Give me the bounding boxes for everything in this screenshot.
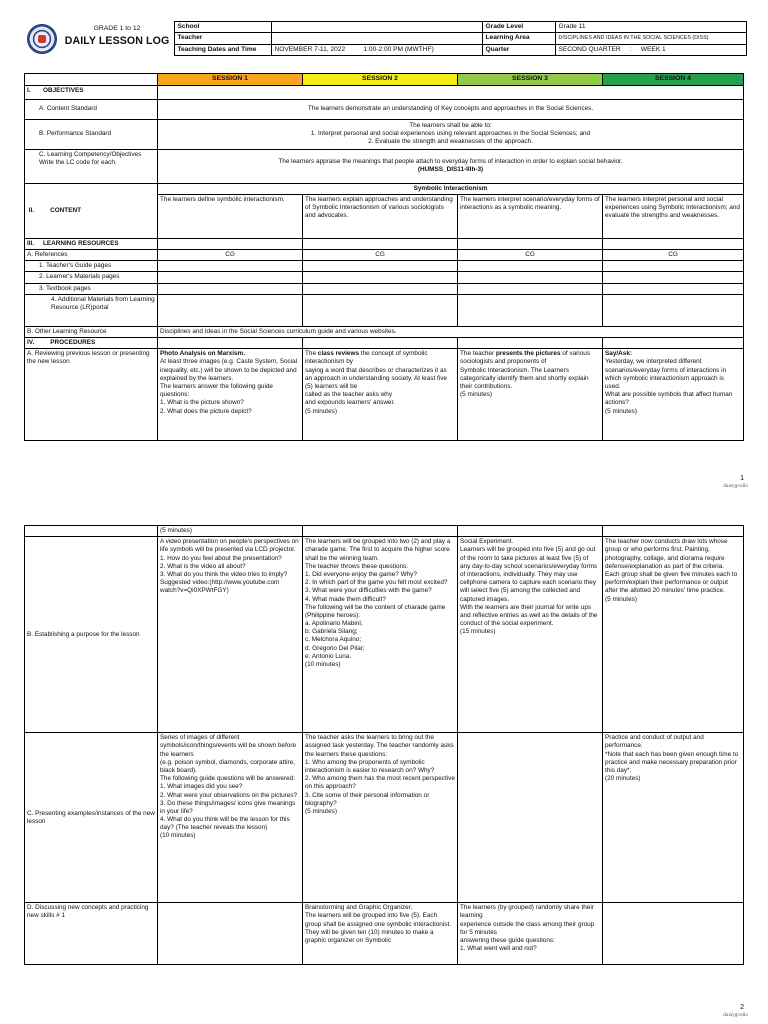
- proc-c-session-4: Practice and conduct of output and performance. *Note that each has been given enough time to practice and make necessary preparation prior this day*. (20 minutes): [603, 733, 744, 903]
- proc-d-label: D. Discussing new concepts and practicing new skills # 1: [25, 903, 158, 965]
- learning-area-label: Learning Area: [482, 33, 555, 44]
- proc-a-session-1-cont: (5 minutes): [158, 526, 303, 537]
- header-logo-cell: [24, 22, 174, 56]
- reference-session-4: CG: [603, 250, 744, 261]
- grade-level-value: Grade 11: [555, 22, 746, 33]
- other-resource-label: B. Other Learning Resource: [25, 326, 158, 337]
- proc-c-label: C. Presenting examples/instances of the new lesson: [25, 733, 158, 903]
- grade-level-label: Grade Level: [482, 22, 555, 33]
- dates-label: Teaching Dates and Time: [174, 44, 271, 55]
- session-4-header: SESSION 4: [603, 74, 744, 86]
- reference-session-3: CG: [458, 250, 603, 261]
- other-resource-value: Disciplines and Ideas in the Social Sciences curriculum guide and various websites.: [158, 326, 744, 337]
- proc-a-session-1: Photo Analysis on Marxism. At least three images (e.g. Caste System, Social inequality, etc.) will be shown to be depicted and explained by the learners. The learners answer the following guide questions: 1. What is the picture shown? 2. What does the picture depict?: [158, 349, 303, 441]
- performance-standard-label: B. Performance Standard: [25, 119, 158, 149]
- lm-label: 2. Learner's Materials pages: [25, 272, 158, 283]
- header-table: [24, 21, 747, 56]
- proc-d-session-2: Brainstorming and Graphic Organizer. The learners will be grouped into five (5). Each group shall be assigned one symbolic interactionist. They will be given ten (10) minutes to make a graphic organizer on Symbolic: [303, 903, 458, 965]
- proc-d-session-1: [158, 903, 303, 965]
- proc-c-session-2: The teacher asks the learners to bring out the assigned task yesterday. The teacher randomly asks the learners these questions: 1. Who among the proponents of symbolic interactionism is easier to research on? Why? 2. Who among them has the most recent perspective on this approach? 3. Cite some of their personal information or biography? (5 minutes): [303, 733, 458, 903]
- objectives-heading: I. OBJECTIVES: [25, 85, 158, 99]
- proc-d-session-4: [603, 903, 744, 965]
- school-value: [271, 22, 482, 33]
- references-label: A. References: [25, 250, 158, 261]
- proc-b-session-1: A video presentation on people's perspectives on life symbols will be presented via LCD projector. 1. How do you feel about the presentation? 2. What is the video all about? 3. What do you think the video tries to imply? Suggested video:(http://www.youtube.com watch?v=Qi0XPWtFGY): [158, 537, 303, 733]
- content-heading: II. CONTENT: [25, 183, 158, 238]
- quarter-label: Quarter: [482, 44, 555, 55]
- content-session-2: The learners explain approaches and understanding of Symbolic Interactionism of various sociologists and advocates.: [303, 194, 458, 238]
- lesson-table-page2: [24, 525, 744, 965]
- session-2-header: SESSION 2: [303, 74, 458, 86]
- content-session-1: The learners define symbolic interactionism.: [158, 194, 303, 238]
- resources-heading: III. LEARNING RESOURCES: [25, 238, 158, 249]
- proc-a-session-2: The class reviews the concept of symbolic interactionism by saying a word that describes or characterizes it as an approach in understanding society. At least five (5) learners will be called as the teacher asks why and expounds learners' answer. (5 minutes): [303, 349, 458, 441]
- proc-b-session-2: The learners will be grouped into two (2) and play a charade game. The first to acquire the higher score shall be the winning team. The teacher throws these questions: 1. Did everyone enjoy the game? Why? 2. In which part of the game you felt most excited? 3. What were your difficulties with the game? 4. What made them difficult? The following will be the content of charade game (Philippine heroes): a. Apolinario Mabini; b. Gabriela Silang; c. Melchora Aquino; d. Gregorio Del Pilar; e. Antonio Luna. (10 minutes): [303, 537, 458, 733]
- learning-area-value: DISCIPLINES AND IDEAS IN THE SOCIAL SCIENCES (DISS): [555, 33, 746, 44]
- teacher-label: Teacher: [174, 33, 271, 44]
- lesson-table-page1: [24, 73, 744, 441]
- page-number-1: 1: [740, 475, 744, 482]
- proc-a-session-3: The teacher presents the pictures of various sociologists and proponents of Symbolic Interactionism. The Learners categorically identify them and shortly explain their contributions. (5 minutes): [458, 349, 603, 441]
- watermark-1: daisygcollo: [723, 484, 748, 489]
- dates-value: NOVEMBER 7-11, 2022 1:00-2:00 PM (MWTHF): [271, 44, 482, 55]
- competency-code: (HUMSS_DIS11-IIIh-3): [417, 166, 484, 174]
- school-label: School: [174, 22, 271, 33]
- proc-d-session-3: The learners (by grouped) randomly share their learning experience outside the class among their group for 5 minutes answering these guide questions: 1. What went well and not?: [458, 903, 603, 965]
- reference-session-2: CG: [303, 250, 458, 261]
- doc-title: DAILY LESSON LOG: [64, 35, 170, 48]
- procedures-heading: IV. PROCEDURES: [25, 338, 158, 349]
- proc-a-label: A. Reviewing previous lesson or presenting the new lesson: [25, 349, 158, 441]
- proc-b-session-3: Social Experiment. Learners will be grouped into five (5) and go out of the room to take pictures at least five (5) of any day-to-day school scenarios/everyday forms of interactions, individually. They may use cellphone camera to capture each scenario they will select five (5) among the collected and captured images. With the learners are their journal for write ups and reflective entries as well as the details of the conduct of the social experiment. (15 minutes): [458, 537, 603, 733]
- proc-a-session-4: Say/Ask: Yesterday, we interpreted different scenarios/everyday forms of interactions in which symbolic interactionism approach is used. What are possible symbols that affect human actions? (5 minutes): [603, 349, 744, 441]
- quarter-value: SECOND QUARTER : WEEK 1: [555, 44, 746, 55]
- proc-c-session-1: Series of images of different symbols/icon/things/events will be shown before the learners (e.g. poison symbol, diamonds, corporate attire, black board). The following guide questions will be answered: 1. What images did you see? 2. What were your observations on the pictures? 3. Do these things/images/ icons give meanings in your life? 4. What do you think will be the lesson for this day? (The teacher reveals the lesson) (10 minutes): [158, 733, 303, 903]
- session-1-header: SESSION 1: [158, 74, 303, 86]
- content-session-3: The learners interpret scenario/everyday forms of interactions as a symbolic meaning.: [458, 194, 603, 238]
- competency-label: C. Learning Competency/Objectives Write the LC code for each.: [25, 149, 158, 183]
- teacher-value: [271, 33, 482, 44]
- proc-c-session-3: [458, 733, 603, 903]
- session-3-header: SESSION 3: [458, 74, 603, 86]
- lr-portal-label: 4. Additional Materials from Learning Resource (LR)portal: [25, 294, 158, 326]
- content-standard-label: A. Content Standard: [25, 99, 158, 119]
- content-standard: The learners demonstrate an understanding of Key concepts and approaches in the Social Sciences.: [158, 99, 744, 119]
- page-number-2: 2: [740, 1004, 744, 1011]
- tg-label: 1. Teacher's Guide pages: [25, 261, 158, 272]
- corner-cell: [25, 74, 158, 86]
- textbook-label: 3. Textbook pages: [25, 283, 158, 294]
- content-session-4: The learners interpret personal and social experiences using Symbolic Interactionism; and evaluate the strengths and weaknesses.: [603, 194, 744, 238]
- proc-b-label: B. Establishing a purpose for the lesson: [25, 537, 158, 733]
- watermark-2: daisygcollo: [723, 1013, 748, 1018]
- grade-range: GRADE 1 to 12: [93, 24, 141, 32]
- content-topic: Symbolic Interactionism: [158, 183, 744, 194]
- performance-standard: The learners shall be able to: 1. Interpret personal and social experiences using relevant approaches in the Social Sciences; and 2. Evaluate the strength and weaknesses of the approach.: [158, 119, 744, 149]
- reference-session-1: CG: [158, 250, 303, 261]
- proc-b-session-4: The teacher now conducts draw lots whose group or who performs first. Painting, photography, collage, and diorama require defense/explanation as part of the criteria. Each group shall be given five minutes each to perform/explain their performance or output after the allotted 20 minutes' time practice. (5 minutes): [603, 537, 744, 733]
- page-2: [0, 500, 768, 1024]
- page-1: [0, 0, 768, 500]
- deped-seal-icon: [27, 24, 57, 54]
- competency: The learners appraise the meanings that people attach to everyday forms of interaction in order to explain social behavior. (HUMSS_DIS11-IIIh-3): [158, 149, 744, 183]
